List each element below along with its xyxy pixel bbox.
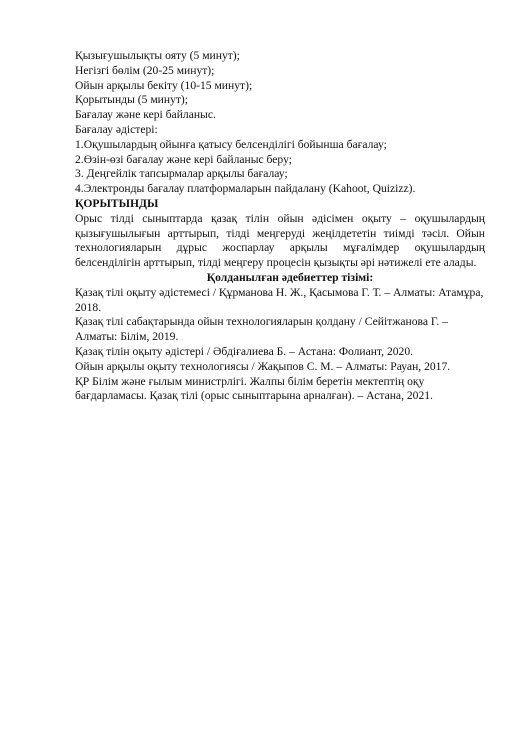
lesson-stage-item: Қызығушылықты ояту (5 минут); bbox=[75, 49, 240, 62]
assessment-item: 4.Электронды бағалау платформаларын пайдалану (Kahoot, Quizizz). bbox=[75, 182, 416, 196]
references-title: Қолданылған әдебиеттер тізімі: bbox=[206, 270, 374, 284]
assessment-item: 3. Деңгейлік тапсырмалар арқылы бағалау; bbox=[75, 167, 288, 181]
conclusion-section bbox=[75, 197, 485, 271]
conclusion-paragraph: Орыс тілді сыныптарда қазақ тілін ойын әдісімен оқыту – оқушылардың қызығушылығын арттырып, тілді меңгеруді жеңілдететін тиімді тәсіл. Ойын технологияларын дұрыс жоспарлау арқылы мұғалімдер оқушылардың белсенділігін арттырып, тілді меңгеру процесін қызықты әрі нәтижелі ете алады. bbox=[75, 211, 485, 270]
reference-item: ҚР Білім және ғылым министрлігі. Жалпы білім беретін мектептің оқу бағдарламасы. Қазақ тілі (орыс сыныптарына арналған). – Астана, 2021. bbox=[75, 374, 433, 403]
reference-item: Ойын арқылы оқыту технологиясы / Жақыпов С. М. – Алматы: Рауан, 2017. bbox=[75, 359, 451, 373]
assessment-section bbox=[75, 123, 485, 197]
assessment-item: 2.Өзін-өзі бағалау және кері байланыс беру; bbox=[75, 152, 292, 166]
assessment-title: Бағалау әдістері: bbox=[75, 122, 158, 136]
lesson-stages-list bbox=[75, 49, 485, 123]
reference-item: Қазақ тілі сабақтарында ойын технологияларын қолдану / Сейітжанова Г. – Алматы: Білім, 2019. bbox=[75, 315, 448, 344]
reference-item: Қазақ тілін оқыту әдістері / Әбдіғалиева Б. – Астана: Фолиант, 2020. bbox=[75, 344, 414, 358]
lesson-stage-item: Бағалау және кері байланыс. bbox=[75, 108, 216, 122]
assessment-item: 1.Оқушылардың ойынға қатысу белсенділігі бойынша бағалау; bbox=[75, 137, 387, 151]
lesson-stage-item: Қорытынды (5 минут); bbox=[75, 93, 189, 107]
conclusion-heading: ҚОРЫТЫНДЫ bbox=[75, 196, 159, 210]
references-section bbox=[75, 271, 485, 404]
lesson-stage-item: Ойын арқылы бекіту (10-15 минут); bbox=[75, 78, 253, 92]
page-content bbox=[75, 49, 485, 404]
lesson-stage-item: Негізгі бөлім (20-25 минут); bbox=[75, 63, 215, 77]
reference-item: Қазақ тілі оқыту әдістемесі / Құрманова Н. Ж., Қасымова Г. Т. – Алматы: Атамұра, 2018. bbox=[75, 285, 484, 314]
